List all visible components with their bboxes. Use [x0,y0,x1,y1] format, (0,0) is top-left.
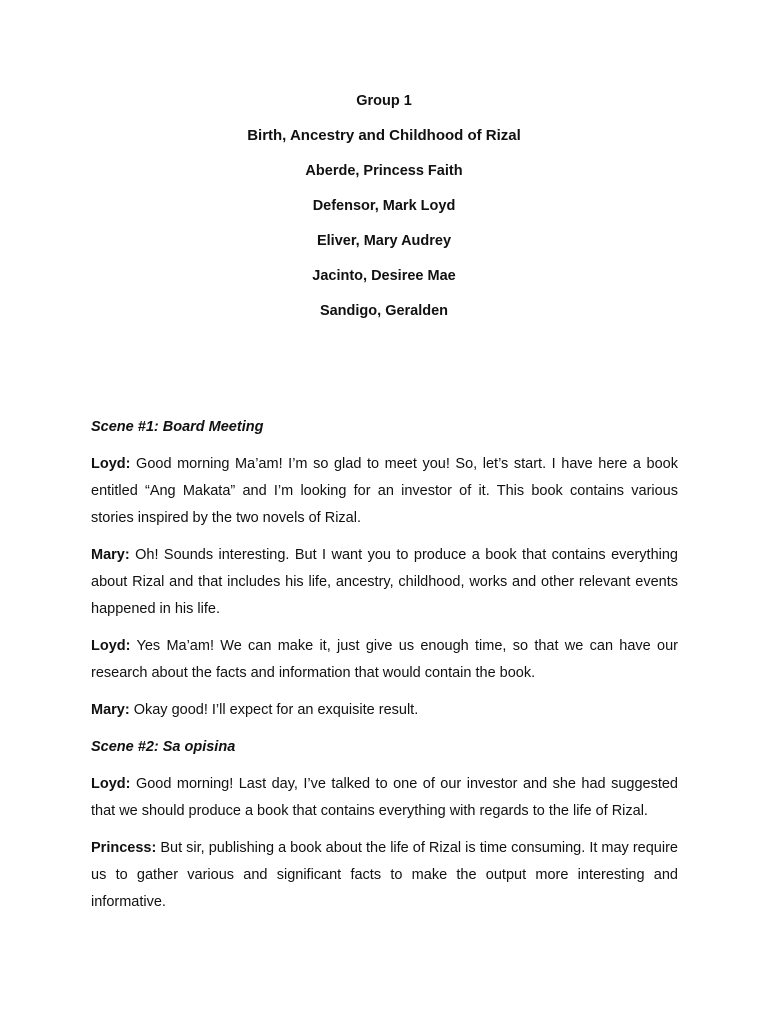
dialogue-line [91,697,678,724]
speaker-name: Princess: [91,840,157,856]
dialogue-text: Yes Ma’am! We can make it, just give us enough time, so that we can have our research about the facts and information that would contain the book. [91,638,678,681]
member-name: Eliver, Mary Audrey [316,233,452,249]
member-name: Aberde, Princess Faith [305,163,463,179]
group-label: Group 1 [356,93,412,109]
scene-heading: Scene #2: Sa opisina [91,739,236,755]
speaker-name: Mary: [91,547,130,563]
speaker-name: Mary: [91,702,130,718]
dialogue-line [91,633,678,687]
dialogue-text: Good morning Ma’am! I’m so glad to meet you! So, let’s start. I have here a book entitled “Ang Makata” and I’m looking for an investor of it. This book contains various stories inspired by the two novels of Rizal. [91,456,678,526]
member-name: Defensor, Mark Loyd [312,198,456,214]
speaker-name: Loyd: [91,638,131,654]
document-title: Birth, Ancestry and Childhood of Rizal [247,127,521,144]
dialogue-line [91,835,678,916]
speaker-name: Loyd: [91,776,131,792]
dialogue-text: Okay good! I’ll expect for an exquisite result. [133,702,419,718]
dialogue-text: Oh! Sounds interesting. But I want you to produce a book that contains everything about Rizal and that includes his life, ancestry, childhood, works and other relevant events happened in his life. [91,547,679,617]
member-name: Sandigo, Geralden [319,303,449,319]
dialogue-text: Good morning! Last day, I’ve talked to one of our investor and she had suggested that we should produce a book that contains everything with regards to the life of Rizal. [91,776,678,819]
document-header [0,91,768,336]
script-body [91,414,678,926]
dialogue-line [91,771,678,825]
member-name: Jacinto, Desiree Mae [312,268,456,284]
dialogue-line [91,451,678,532]
dialogue-text: But sir, publishing a book about the life of Rizal is time consuming. It may require us to gather various and significant facts to make the output more interesting and informative. [91,840,678,910]
dialogue-line [91,542,678,623]
scene-heading: Scene #1: Board Meeting [91,419,264,435]
speaker-name: Loyd: [91,456,131,472]
